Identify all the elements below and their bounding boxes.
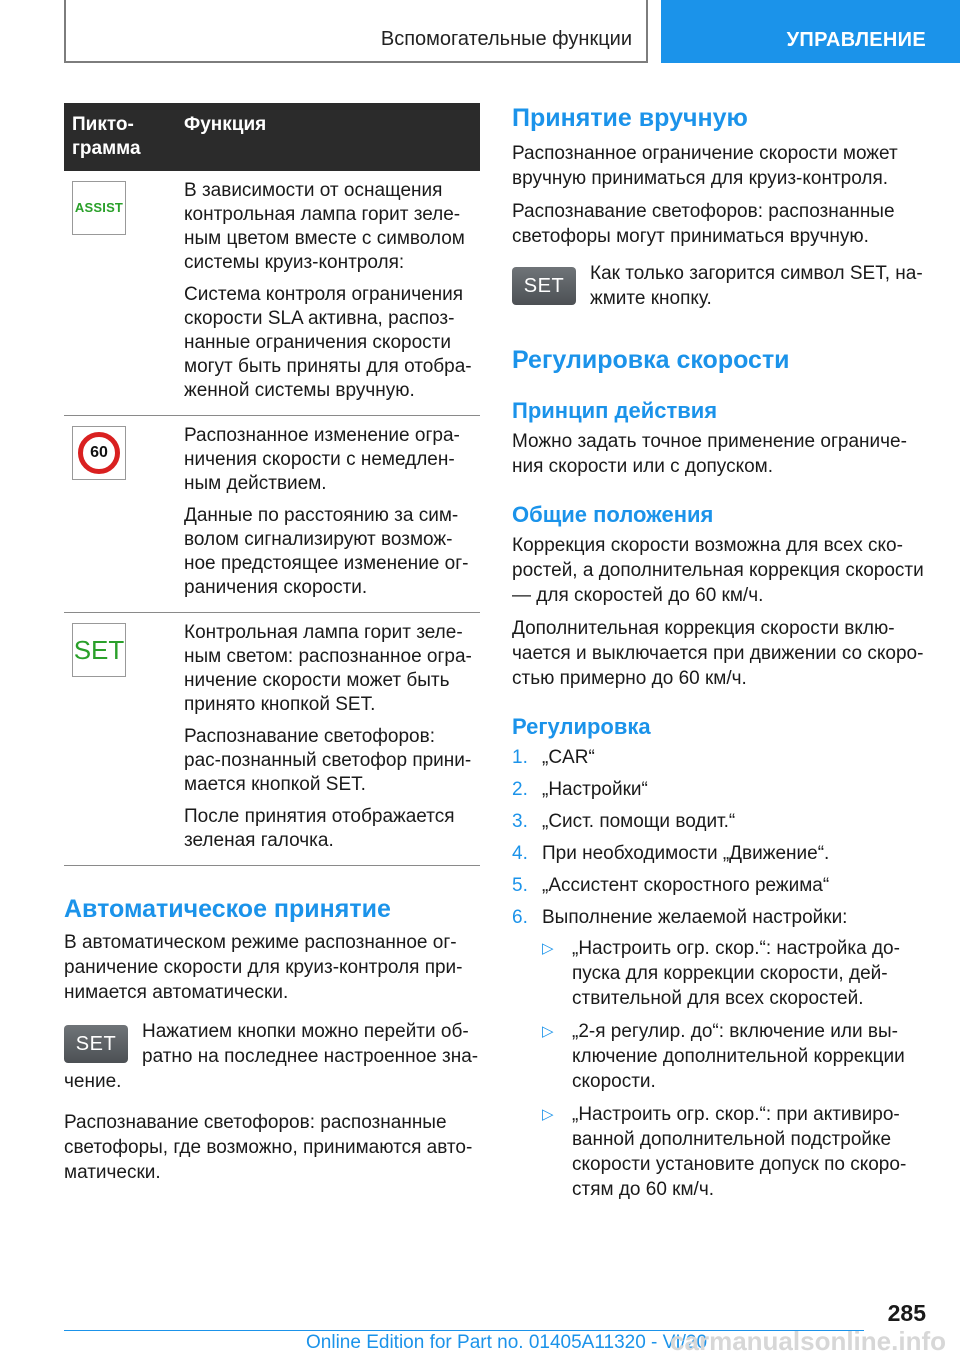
general-text: Коррекция скорости возможна для всех ско-ростей, а дополнительная коррекция скорости — для скоростей до 60 км/ч. <box>512 535 924 606</box>
triangle-bullet-icon: ▷ <box>542 1106 554 1123</box>
table-header-row <box>64 103 480 171</box>
triangle-bullet-icon: ▷ <box>542 1023 554 1040</box>
general-text: Дополнительная коррекция скорости вклю-чается и выключается при движении со скоро-стью примерно до 60 км/ч. <box>512 618 924 689</box>
watermark: carmanualsonline.info <box>670 1326 946 1356</box>
list-item <box>542 1102 928 1202</box>
function-text: После принятия отображается зеленая галочка. <box>184 806 455 851</box>
general-heading: Общие положения <box>512 502 714 527</box>
auto-accept-heading: Автоматическое принятие <box>64 895 391 923</box>
principle-heading: Принцип действия <box>512 398 718 423</box>
list-item <box>542 936 928 1011</box>
manual-accept-traffic-lights: Распознавание светофоров: распознанные светофоры могут приниматься вручную. <box>512 201 895 247</box>
substep-text: „Настроить огр. скор.“: при активиро-ванной дополнительной подстройке скорости установите допуск по скоро-стям до 60 км/ч. <box>572 1104 907 1200</box>
manual-accept-key-block <box>512 261 928 319</box>
header-chapter-box <box>661 0 960 63</box>
table-header-pictogram <box>64 103 176 171</box>
function-text: Распознанное изменение огра-ничения скорости с немедлен-ным действием. <box>184 425 460 494</box>
table-header-pictogram-label: Пикто- грамма <box>72 114 141 159</box>
step-text: „Настройки“ <box>542 779 648 800</box>
substep-text: „2-я регулир. до“: включение или вы-ключение дополнительной коррекции скорости. <box>572 1021 905 1092</box>
step-number: 3. <box>512 811 528 832</box>
table-row <box>64 416 480 613</box>
manual-accept-text: Распознанное ограничение скорости может вручную приниматься для круиз-контроля. <box>512 143 898 189</box>
right-column <box>512 103 928 1210</box>
manual-accept-key-text: Как только загорится символ SET, на-жмите кнопку. <box>590 263 923 309</box>
pictogram-cell <box>64 171 176 416</box>
left-column <box>64 103 480 1193</box>
list-item <box>512 841 928 866</box>
function-text: Распознавание светофоров: рас-познанный светофор прини-мается кнопкой SET. <box>184 726 472 795</box>
principle-text: Можно задать точное применение ограниче-ния скорости или с допуском. <box>512 431 907 477</box>
set-green-icon <box>72 623 126 677</box>
page-number: 285 <box>887 1300 926 1326</box>
function-text: Данные по расстоянию за сим-волом сигнализируют возмож-ное предстоящее изменение ог-раничения скорости. <box>184 505 469 598</box>
list-item <box>512 905 928 1202</box>
auto-accept-traffic-lights: Распознавание светофоров: распознанные светофоры, где возможно, принимаются авто-матически. <box>64 1112 473 1183</box>
speed-limit-value: 60 <box>90 444 108 461</box>
substep-text: „Настроить огр. скор.“: настройка до-пуска для коррекции скорости, дей-ствительной для всех скоростей. <box>572 938 900 1009</box>
step-number: 2. <box>512 779 528 800</box>
step-number: 1. <box>512 747 528 768</box>
step-text: „Ассистент скоростного режима“ <box>542 875 830 896</box>
set-green-icon-text: SET <box>73 635 125 665</box>
function-text: Контрольная лампа горит зеле-ным светом: распознанное огра-ничение скорости может быть принято кнопкой SET. <box>184 622 472 715</box>
set-key-label: SET <box>75 1032 117 1055</box>
pictogram-table <box>64 103 480 866</box>
function-cell <box>176 613 480 866</box>
speed-adjust-heading: Регулировка скорости <box>512 346 790 374</box>
speed-limit-60-icon <box>72 426 126 480</box>
assist-icon <box>72 181 126 235</box>
table-header-function: Функция <box>176 103 480 171</box>
set-key-icon <box>64 1025 128 1063</box>
auto-accept-text: В автоматическом режиме распознанное ог-раничение скорости для круиз-контроля при-нимается автоматически. <box>64 932 463 1003</box>
pictogram-cell <box>64 613 176 866</box>
step-text: Выполнение желаемой настройки: <box>542 907 848 928</box>
list-item <box>512 745 928 770</box>
function-text: Система контроля ограничения скорости SLA активна, распоз-нанные ограничения скорости могут быть приняты для отобра-женной системы вручную. <box>184 284 472 401</box>
step-text: „CAR“ <box>542 747 595 768</box>
set-key-label: SET <box>523 274 565 297</box>
header-section-title: Вспомогательные функции <box>380 28 632 50</box>
step-number: 5. <box>512 875 528 896</box>
table-row <box>64 171 480 416</box>
step-number: 4. <box>512 843 528 864</box>
pictogram-cell <box>64 416 176 613</box>
adjust-heading: Регулировка <box>512 714 651 739</box>
footer-edition: Online Edition for Part no. 01405A11320 - VI/20 <box>306 1332 708 1353</box>
table-row <box>64 613 480 866</box>
header-section-box <box>64 0 648 63</box>
assist-icon-text: ASSIST <box>74 200 124 215</box>
list-item <box>512 809 928 834</box>
step-number: 6. <box>512 907 528 928</box>
function-text: В зависимости от оснащения контрольная лампа горит зеле-ным цветом вместе с символом системы круиз-контроля: <box>184 180 465 273</box>
list-item <box>512 873 928 898</box>
manual-accept-heading: Принятие вручную <box>512 104 748 132</box>
function-cell <box>176 416 480 613</box>
adjust-steps-list <box>512 745 928 1202</box>
auto-accept-key-text: Нажатием кнопки можно перейти об-ратно на последнее настроенное зна-чение. <box>64 1021 479 1092</box>
list-item <box>512 777 928 802</box>
step-text: „Сист. помощи водит.“ <box>542 811 736 832</box>
header-chapter-title: УПРАВЛЕНИЕ <box>786 29 926 51</box>
triangle-bullet-icon: ▷ <box>542 940 554 957</box>
function-cell <box>176 171 480 416</box>
list-item <box>542 1019 928 1094</box>
speed-limit-sign <box>78 432 120 474</box>
adjust-substeps-list <box>542 936 928 1202</box>
step-text: При необходимости „Движение“. <box>542 843 830 864</box>
set-key-icon <box>512 267 576 305</box>
auto-accept-key-block <box>64 1019 480 1102</box>
